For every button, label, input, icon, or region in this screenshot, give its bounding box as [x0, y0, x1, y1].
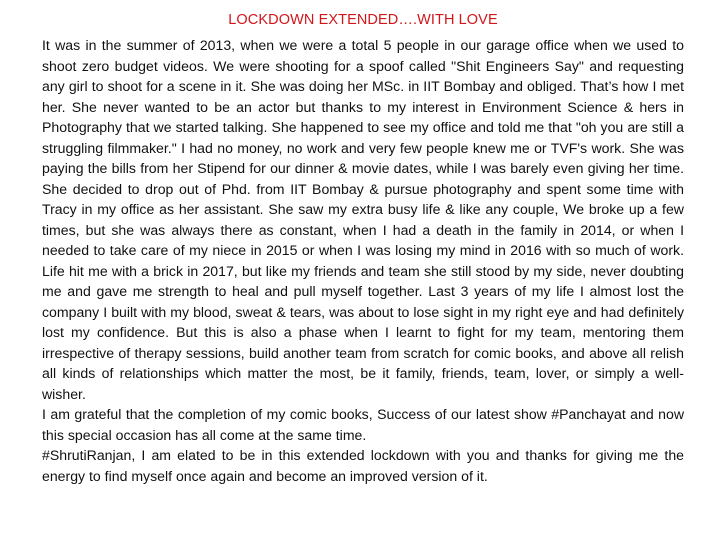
paragraph-gratitude: I am grateful that the completion of my comic books, Success of our latest show #Panchayat and now this special occasion has all come at the same time. [42, 406, 684, 443]
document-title: LOCKDOWN EXTENDED….WITH LOVE [228, 12, 498, 28]
paragraph-story: It was in the summer of 2013, when we were a total 5 people in our garage office when we used to shoot zero budget videos. We were shooting for a spoof called "Shit Engineers Say" and requesting any girl to shoot for a scene in it. She was doing her MSc. in IIT Bombay and obliged. That’s how I met her. She never wanted to be an actor but thanks to my interest in Environment Science & hers in Photography that we started talking. She happened to see my office and told me that "oh you are still a struggling filmmaker." I had no money, no work and very few people knew me or TVF's work. She was paying the bills from her Stipend for our dinner & movie dates, while I was barely even giving her time. She decided to drop out of Phd. from IIT Bombay & pursue photography and spent some time with Tracy in my office as her assistant. She saw my extra busy life & like any couple, We broke up a few times, but she was always there as constant, when I had a death in the family in 2014, or when I needed to take care of my niece in 2015 or when I was losing my mind in 2016 with so much of work. Life hit me with a brick in 2017, but like my friends and team she still stood by my side, never doubting me and gave me strength to heal and pull myself together. Last 3 years of my life I almost lost the company I built with my blood, sweat & tears, was about to lose sight in my right eye and had definitely lost my confidence. But this is also a phase when I learnt to fight for my team, mentoring them irrespective of therapy sessions, build another team from scratch for comic books, and above all relish all kinds of relationships which matter the most, be it family, friends, team, lover, or simply a well-wisher. [42, 37, 684, 402]
paragraph-dedication: #ShrutiRanjan, I am elated to be in this extended lockdown with you and thanks for giving me the energy to find myself once again and become an improved version of it. [42, 447, 684, 484]
